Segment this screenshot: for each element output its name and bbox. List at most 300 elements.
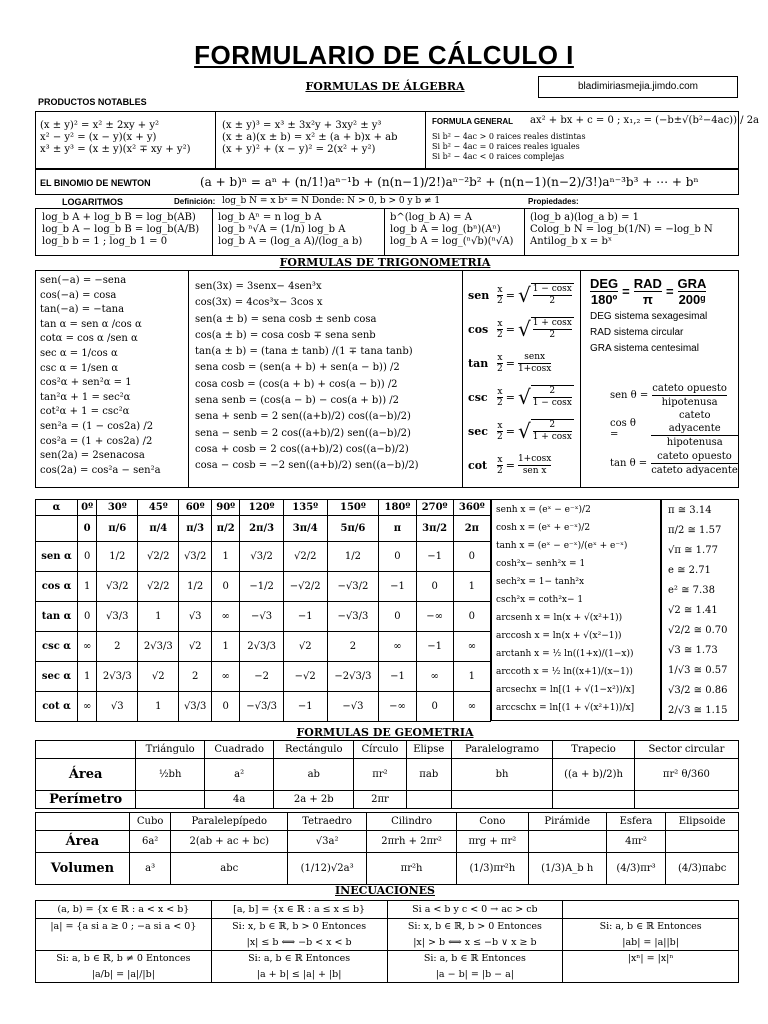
table-row: [36, 935, 739, 951]
table-cell: 2: [97, 632, 138, 662]
table-cell: |a − b| = |b − a|: [387, 967, 563, 983]
formula: (x ± y)² = x² ± 2xy + y²: [40, 120, 160, 131]
table-cell: 0: [416, 572, 453, 602]
header-cell: α: [36, 500, 78, 516]
angle-conversion: DEG 180º = RAD π = GRA 200ᵍ DEG sistema sexagesimal RAD sistema circular GRA sistema centesimal: [590, 276, 738, 357]
header-cell: 60º: [179, 500, 212, 516]
log-formula: (log_b a)(log_a b) = 1: [530, 212, 640, 223]
trig-ratio: [610, 446, 738, 480]
function-name: cot: [468, 458, 488, 472]
header-cell: Pirámide: [528, 813, 606, 831]
table-cell: a²: [204, 759, 273, 791]
table-row: [36, 632, 491, 662]
table-cell: −1: [416, 632, 453, 662]
table-cell: bh: [451, 759, 552, 791]
undefined: [531, 385, 574, 409]
denominator: hipotenusa: [651, 435, 738, 449]
radical-sign: √: [517, 283, 531, 307]
table-cell: −∞: [379, 692, 416, 722]
fraction: [518, 419, 574, 443]
log-formula: log_b A = (log_a A)/(log_a b): [218, 236, 363, 247]
discriminant-item: Si b² − 4ac < 0 raices complejas: [432, 152, 565, 161]
header-cell: 120º: [240, 500, 284, 516]
header-cell: Cuadrado: [204, 741, 273, 759]
function-name: csc: [468, 390, 488, 404]
ineq-table: [35, 900, 739, 983]
table-row: [36, 500, 491, 516]
undefined: [531, 283, 574, 307]
log-formula: log_b ⁿ√A = (1/n) log_b A: [218, 224, 346, 235]
hyperbolic-identity: cosh x = (eˣ + e⁻ˣ)/2: [496, 523, 591, 533]
table-cell: −1: [416, 542, 453, 572]
table-cell: 0: [212, 692, 240, 722]
table-row: [36, 662, 491, 692]
numerator: cateto adyacente: [668, 410, 721, 434]
table-row: [36, 602, 491, 632]
table-cell: (1/3)A_b h: [528, 853, 606, 885]
trig-identity: cosa + cosb = 2 cos((a+b)/2) cos((a−b)/2): [195, 443, 409, 455]
trig-identity: cosa − cosb = −2 sen((a+b)/2) sen((a−b)/2): [195, 460, 419, 472]
table-cell: −√3/2: [327, 572, 379, 602]
table-cell: √3: [179, 602, 212, 632]
table-cell: 2√3/3: [97, 662, 138, 692]
table-cell: sec α: [36, 662, 78, 692]
header-cell: [36, 741, 136, 759]
system-item: RAD sistema circular: [590, 327, 684, 338]
header-cell: 5π/6: [327, 516, 379, 542]
radical-sign: √: [517, 385, 531, 409]
trig-identity: sen(a ± b) = sena cosb ± senb cosa: [195, 313, 377, 325]
constant-value: e ≅ 2.71: [668, 565, 711, 576]
discriminant-item: Si b² − 4ac > 0 raices reales distintas: [432, 132, 586, 141]
table-cell: 1/2: [179, 572, 212, 602]
header-cell: [36, 516, 78, 542]
constant-value: 2/√3 ≅ 1.15: [668, 705, 728, 716]
angle-table: [35, 499, 491, 722]
header-cell: 30º: [97, 500, 138, 516]
denominator: cateto adyacente: [651, 464, 738, 476]
table-cell: [563, 901, 739, 919]
table-cell: 1: [138, 692, 179, 722]
table-cell: [666, 831, 739, 853]
trig-heading: FORMULAS DE TRIGONOMETRIA: [279, 256, 491, 269]
log-formula: Antilog_b x = bˣ: [530, 236, 613, 247]
productos-label: PRODUCTOS NOTABLES: [38, 97, 147, 107]
divider: [212, 208, 213, 256]
rad-denominator: π: [634, 291, 662, 307]
table-cell: √2: [179, 632, 212, 662]
half-angle-arg: x 2: [497, 386, 503, 408]
table-cell: |xⁿ| = |x|ⁿ: [563, 951, 739, 967]
constant-value: √3/2 ≅ 0.86: [668, 685, 728, 696]
table-cell: 0: [212, 572, 240, 602]
table-cell: −√3/3: [327, 602, 379, 632]
table-cell: [136, 791, 205, 809]
log-col3: [390, 212, 513, 248]
table-cell: ∞: [453, 632, 490, 662]
trig-identity: sen²a = (1 − cos2a) /2: [40, 420, 154, 432]
table-row: [36, 951, 739, 967]
header-cell: 0: [78, 516, 97, 542]
ratio-name: sen θ =: [610, 389, 649, 401]
hyperbolic-identity: tanh x = (eˣ − e⁻ˣ)/(eˣ + e⁻ˣ): [496, 541, 628, 551]
denominator: sen x: [518, 465, 551, 477]
trig-identity: cot²α + 1 = csc²α: [40, 406, 130, 418]
table-cell: √3: [97, 692, 138, 722]
discriminant-item: Si b² − 4ac = 0 raices reales iguales: [432, 142, 580, 151]
fraction: [518, 352, 551, 375]
table-cell: ∞: [453, 692, 490, 722]
log-col1: [42, 212, 199, 248]
trig-identity: cos(2a) = cos²a − sen²a: [40, 464, 161, 476]
gra-label: GRA: [677, 276, 707, 291]
table-cell: ∞: [212, 662, 240, 692]
trig-ratio: [610, 412, 738, 446]
table-cell: −∞: [416, 602, 453, 632]
header-cell: Tetraedro: [288, 813, 367, 831]
table-cell: 2: [327, 632, 379, 662]
row-label: Área: [36, 831, 130, 853]
trig-col1: [40, 274, 161, 478]
trig-identity: tan(−a) = −tana: [40, 304, 125, 316]
table-cell: √2/2: [138, 572, 179, 602]
half-angle-arg: x 2: [497, 284, 503, 306]
hyperbolic-identity: arcsechx = ln[(1 + √(1−x²))/x]: [496, 685, 635, 695]
table-cell: ½bh: [136, 759, 205, 791]
undefined: [518, 352, 551, 375]
table-cell: Si: a, b ∈ ℝ, b ≠ 0 Entonces: [36, 951, 212, 967]
table-cell: Si a < b y c < 0 → ac > cb: [387, 901, 563, 919]
radical-sign: √: [517, 419, 531, 443]
table-cell: 2(ab + ac + bc): [171, 831, 288, 853]
table-cell: 4πr²: [606, 831, 666, 853]
header-cell: [36, 813, 130, 831]
table-cell: 1: [453, 572, 490, 602]
undefined: [531, 419, 574, 443]
undefined: [531, 317, 574, 341]
header-cell: 2π: [453, 516, 490, 542]
table-cell: √3/3: [97, 602, 138, 632]
table-cell: |ab| = |a||b|: [563, 935, 739, 951]
rad-label: RAD: [633, 276, 662, 291]
trig-identity: tan²α + 1 = sec²α: [40, 391, 131, 403]
table-cell: 2√3/3: [138, 632, 179, 662]
formula-general: ax² + bx + c = 0 ; x₁,₂ = (−b±√(b²−4ac)) / 2a: [530, 115, 760, 126]
header-cell: 270º: [416, 500, 453, 516]
trig-identity: sena cosb = (sen(a + b) + sen(a − b)) /2: [195, 362, 400, 374]
website-box: bladimiriasmejia.jimdo.com: [538, 76, 738, 98]
newton-formula: (a + b)ⁿ = aⁿ + (n/1!)aⁿ⁻¹b + (n(n−1)/2!)aⁿ⁻²b² + (n(n−1)(n−2)/3!)aⁿ⁻³b³ + ⋯ + bⁿ: [200, 175, 699, 189]
table-cell: Si: a, b ∈ ℝ Entonces: [211, 951, 387, 967]
hyperbolic-identity: csch²x = coth²x− 1: [496, 595, 584, 605]
trig-identity: sena senb = (cos(a − b) − cos(a + b)) /2: [195, 395, 400, 407]
numerator: 2: [549, 420, 556, 430]
numerator: 1 + cosx: [532, 318, 572, 328]
table-cell: 6a²: [129, 831, 171, 853]
numerator: senx: [524, 351, 546, 362]
divider: [384, 208, 385, 256]
equals-sign: =: [505, 356, 515, 370]
half-angle-arg: x 2: [497, 318, 503, 340]
table-cell: −√2/2: [283, 572, 327, 602]
log-formula: log_b Aⁿ = n log_b A: [218, 212, 322, 223]
table-row: [36, 542, 491, 572]
header-cell: π: [379, 516, 416, 542]
table-row: [36, 692, 491, 722]
table-cell: Si: a, b ∈ ℝ Entonces: [387, 951, 563, 967]
constant-value: √2 ≅ 1.41: [668, 605, 718, 616]
radical-sign: √: [517, 317, 531, 341]
table-row: [36, 967, 739, 983]
algebra-heading: FORMULAS DE ÁLGEBRA: [305, 80, 465, 93]
fraction: [518, 317, 574, 341]
trig-ratio: [610, 378, 738, 412]
log-formula: Colog_b N = log_b(1/N) = −log_b N: [530, 224, 713, 235]
log-formula: log_b A = log_(ⁿ√b)(ⁿ√A): [390, 236, 514, 247]
table-cell: ab: [274, 759, 354, 791]
header-cell: Trapecio: [553, 741, 635, 759]
table-row: [36, 853, 739, 885]
table-cell: −√3: [327, 692, 379, 722]
hyperbolic-identity: arccschx = ln[(1 + √(x²+1))/x]: [496, 703, 635, 713]
trig-identity: cos(3x) = 4cos³x− 3cos x: [195, 297, 323, 309]
table-cell: (1/12)√2a³: [288, 853, 367, 885]
discriminant-list: [432, 132, 586, 162]
row-label: Perímetro: [36, 791, 136, 809]
table-cell: −1: [379, 572, 416, 602]
table-cell: |x| ≤ b ⟺ −b < x < b: [211, 935, 387, 951]
function-name: tan: [468, 356, 489, 370]
table-cell: tan α: [36, 602, 78, 632]
geometry-flat-table: [35, 740, 739, 809]
table-cell: 1: [212, 542, 240, 572]
header-cell: 360º: [453, 500, 490, 516]
divider: [188, 270, 189, 488]
table-cell: πab: [406, 759, 451, 791]
trig-identity: sena + senb = 2 sen((a+b)/2) cos((a−b)/2): [195, 411, 411, 423]
log-formula: log_b A − log_b B = log_b(A/B): [42, 224, 200, 235]
header-cell: π/2: [212, 516, 240, 542]
table-row: [36, 759, 739, 791]
table-cell: (a, b) = {x ∈ ℝ : a < x < b}: [36, 901, 212, 919]
geometry-heading: FORMULAS DE GEOMETRIA: [296, 726, 474, 739]
table-cell: [a, b] = {x ∈ ℝ : a ≤ x ≤ b}: [211, 901, 387, 919]
table-cell: abc: [171, 853, 288, 885]
half-angle-formula: [468, 278, 578, 312]
propiedades-label: Propiedades:: [528, 197, 579, 206]
constant-value: π ≅ 3.14: [668, 505, 712, 516]
table-cell: ((a + b)/2)h: [553, 759, 635, 791]
table-cell: √3/2: [240, 542, 284, 572]
header-cell: Paralelogramo: [451, 741, 552, 759]
header-cell: 0º: [78, 500, 97, 516]
half-angle-arg: x 2: [497, 352, 503, 374]
deg-label: DEG: [590, 276, 619, 291]
function-name: sec: [468, 424, 488, 438]
table-cell: [36, 935, 212, 951]
table-row: [36, 572, 491, 602]
trig-identity: cos²a = (1 + cos2a) /2: [40, 435, 153, 447]
table-cell: cot α: [36, 692, 78, 722]
table-cell: 0: [453, 542, 490, 572]
table-cell: (4/3)πabc: [666, 853, 739, 885]
table-row: [36, 919, 739, 935]
hyperbolic-identity: sech²x = 1− tanh²x: [496, 577, 585, 587]
header-cell: Sector circular: [634, 741, 738, 759]
hyperbolic-identity: arctanh x = ½ ln((1+x)/(1−x)): [496, 649, 634, 659]
table-cell: cos α: [36, 572, 78, 602]
hyperbolic-identity: arccoth x = ½ ln((x+1)/(x−1)): [496, 667, 633, 677]
row-label: Volumen: [36, 853, 130, 885]
trig-identity: sena − senb = 2 cos((a+b)/2) sen((a−b)/2): [195, 427, 411, 439]
denominator: 1 + cosx: [532, 432, 572, 442]
trig-identity: sen(3x) = 3senx− 4sen³x: [195, 281, 322, 292]
table-cell: (4/3)πr³: [606, 853, 666, 885]
numerator: cateto opuesto: [652, 382, 727, 394]
table-cell: 2πr: [354, 791, 407, 809]
half-angle-arg: x 2: [497, 420, 503, 442]
trig-identity: sen(−a) = −sena: [40, 275, 127, 286]
half-angle-formula: [468, 312, 578, 346]
table-cell: Si: x, b ∈ ℝ, b > 0 Entonces: [211, 919, 387, 935]
formula-general-label: FORMULA GENERAL: [432, 117, 514, 126]
hyperbolic-identity: cosh²x− senh²x = 1: [496, 559, 586, 569]
table-cell: 0: [78, 542, 97, 572]
table-cell: −√2: [283, 662, 327, 692]
half-angle-formula: [468, 448, 578, 482]
log-label: LOGARITMOS: [62, 197, 123, 207]
header-cell: Cubo: [129, 813, 171, 831]
gra-denominator: 200ᵍ: [678, 292, 706, 307]
denominator: hipotenusa: [652, 395, 727, 409]
table-cell: Si: a, b ∈ ℝ Entonces: [563, 919, 739, 935]
table-cell: 1: [212, 632, 240, 662]
table-cell: csc α: [36, 632, 78, 662]
header-cell: 3π/4: [283, 516, 327, 542]
equals-sign: =: [505, 322, 515, 336]
table-cell: 1/2: [327, 542, 379, 572]
table-cell: −1: [283, 692, 327, 722]
table-row: [36, 901, 739, 919]
header-cell: Círculo: [354, 741, 407, 759]
table-row: [36, 831, 739, 853]
header-cell: Cilindro: [367, 813, 457, 831]
table-cell: [528, 831, 606, 853]
table-cell: √3/2: [179, 542, 212, 572]
table-cell: √3a²: [288, 831, 367, 853]
half-angle-col: [468, 278, 578, 482]
undefined: [652, 382, 727, 409]
formula: (x ± a)(x ± b) = x² ± (a + b)x + ab: [222, 132, 398, 143]
header-cell: π/6: [97, 516, 138, 542]
header-cell: 2π/3: [240, 516, 284, 542]
log-formula: log_b A + log_b B = log_b(AB): [42, 212, 196, 223]
denominator: 1+cosx: [517, 363, 552, 374]
header-cell: 135º: [283, 500, 327, 516]
constant-value: √2/2 ≅ 0.70: [668, 625, 728, 636]
table-row: [36, 813, 739, 831]
trig-identity: sec α = 1/cos α: [40, 347, 118, 359]
table-cell: 1: [138, 602, 179, 632]
half-angle-formula: [468, 346, 578, 380]
fraction: [518, 385, 574, 409]
table-cell: ∞: [78, 632, 97, 662]
table-cell: πr² θ/360: [634, 759, 738, 791]
table-cell: −2√3/3: [327, 662, 379, 692]
header-cell: π/3: [179, 516, 212, 542]
denominator: 2: [533, 329, 572, 341]
productos-col1: [40, 120, 190, 156]
table-cell: [406, 791, 451, 809]
numerator: 1+cosx: [517, 453, 552, 464]
table-cell: √3/3: [179, 692, 212, 722]
header-cell: 150º: [327, 500, 379, 516]
trig-identity: cos²α + sen²α = 1: [40, 377, 132, 389]
table-cell: a³: [129, 853, 171, 885]
formula: (x + y)² + (x − y)² = 2(x² + y²): [222, 144, 376, 155]
table-cell: [553, 791, 635, 809]
header-cell: 45º: [138, 500, 179, 516]
equals-sign: =: [505, 390, 515, 404]
log-formula: b^(log_b A) = A: [390, 212, 472, 223]
numerator: cateto opuesto: [657, 450, 732, 462]
trig-identity: cos(−a) = cosa: [40, 289, 117, 301]
table-row: [36, 516, 491, 542]
table-cell: 1/2: [97, 542, 138, 572]
fraction: [518, 283, 574, 307]
table-cell: 0: [78, 602, 97, 632]
table-cell: −2: [240, 662, 284, 692]
divider: [462, 270, 463, 488]
numerator: 1 − cosx: [532, 284, 572, 294]
numerator: 2: [549, 386, 556, 396]
half-angle-arg: x 2: [497, 454, 503, 476]
function-name: cos: [468, 322, 489, 336]
table-cell: 2a + 2b: [274, 791, 354, 809]
table-cell: √2/2: [138, 542, 179, 572]
table-cell: ∞: [78, 692, 97, 722]
undefined: [518, 454, 551, 477]
table-cell: 2πrh + 2πr²: [367, 831, 457, 853]
trig-identity: cosa cosb = (cos(a + b) + cos(a − b)) /2: [195, 378, 398, 390]
header-cell: Rectángulo: [274, 741, 354, 759]
table-cell: [451, 791, 552, 809]
table-row: [36, 741, 739, 759]
header-cell: π/4: [138, 516, 179, 542]
log-formula: log_b b = 1 ; log_b 1 = 0: [42, 236, 168, 247]
header-cell: Esfera: [606, 813, 666, 831]
undefined: [651, 409, 738, 449]
system-item: GRA sistema centesimal: [590, 343, 699, 354]
function-name: sen: [468, 288, 490, 302]
trig-identity: sen(2a) = 2senacosa: [40, 450, 145, 462]
table-cell: −1: [283, 602, 327, 632]
table-cell: πr²h: [367, 853, 457, 885]
log-col2: [218, 212, 362, 248]
table-cell: −1: [379, 662, 416, 692]
trig-identity: tan α = sen α /cos α: [40, 318, 142, 330]
divider: [425, 111, 426, 169]
table-cell: 1: [78, 572, 97, 602]
table-cell: 0: [416, 692, 453, 722]
denominator: 2: [533, 295, 572, 307]
formula: x³ ± y³ = (x ± y)(x² ∓ xy + y²): [40, 144, 191, 155]
hyperbolic-identity: arccosh x = ln(x + √(x²−1)): [496, 631, 622, 641]
equals-sign: =: [505, 288, 515, 302]
ratio-name: cos θ =: [610, 418, 636, 440]
constant-value: e² ≅ 7.38: [668, 585, 715, 596]
half-angle-formula: [468, 380, 578, 414]
